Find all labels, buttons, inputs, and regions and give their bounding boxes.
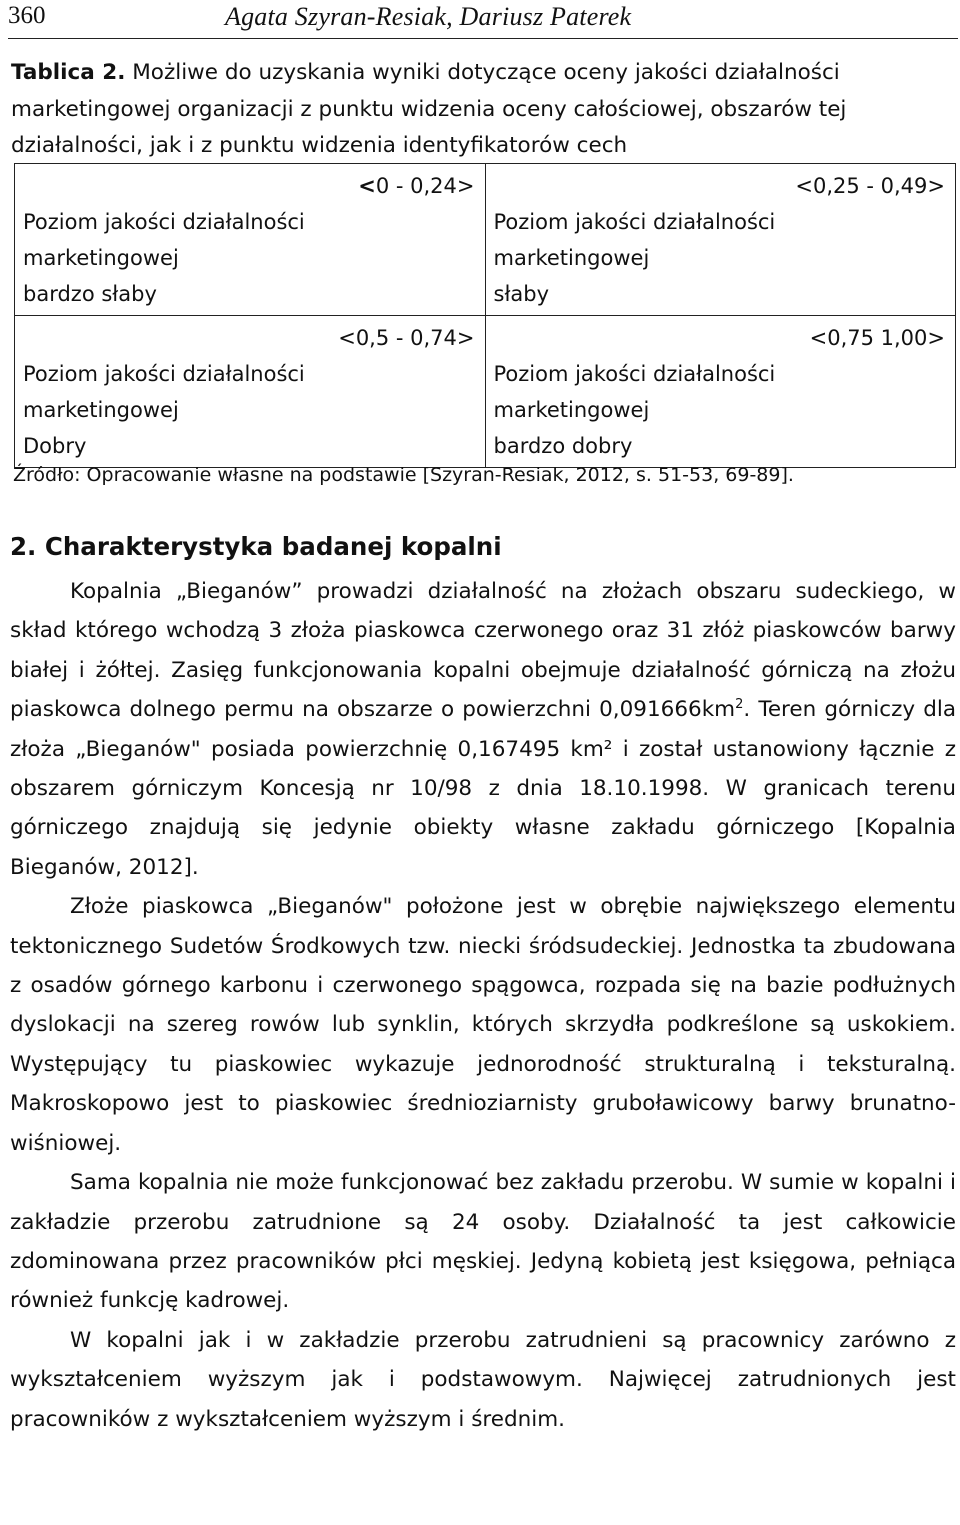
paragraph: W kopalni jak i w zakładzie przerobu zatrudnieni są pracownicy zarówno z wykształceniem wyższym jak i podstawowym. Najwięcej zatrudnionych jest pracowników z wykształceniem wyższym i średnim. [10, 1327, 956, 1432]
range-label: <0,25 - 0,49> [795, 174, 945, 198]
page-header [8, 0, 958, 39]
range-label: <0,75 1,00> [809, 326, 945, 350]
cell-line: marketingowej [493, 398, 650, 422]
cell-line: marketingowej [493, 246, 650, 270]
table-caption-label: Tablica 2. [11, 60, 126, 85]
page-number: 360 [8, 2, 46, 29]
running-head-authors: Agata Szyran-Resiak, Dariusz Paterek [225, 2, 632, 31]
cell-line: marketingowej [23, 246, 179, 270]
table-source-note: Źródło: Opracowanie własne na podstawie [Szyran-Resiak, 2012, s. 51-53, 69-89]. [13, 464, 794, 486]
cell-line: marketingowej [23, 398, 179, 422]
quality-level-text: bardzo słaby [23, 282, 157, 306]
paragraph: Sama kopalnia nie może funkcjonować bez zakładu przerobu. W sumie w kopalni i zakładzie przerobu zatrudnione są 24 osoby. Działalność ta jest całkowicie zdominowana przez pracowników płci męskiej. Jedyną kobietą jest księgowa, pełniąca również funkcję kadrowej. [10, 1170, 956, 1314]
section-body [10, 572, 956, 1439]
cell-line: Poziom jakości działalności [493, 210, 776, 234]
paragraph-text: . Teren górniczy dla złoża „Bieganów" posiada powierzchnię 0,167495 km² i został ustanowiony łącznie z obszarem górniczym Koncesją nr 10/98 z dnia 18.10.1998. W granicach terenu górniczego znajdują się jedynie obiekty własne zakładu górniczego [Kopalnia Bieganów, 2012]. [10, 697, 956, 880]
section-heading: 2. Charakterystyka badanej kopalni [10, 532, 502, 561]
quality-level-text: Dobry [23, 434, 87, 458]
table-row [15, 164, 956, 316]
table-caption-text: Możliwe do uzyskania wyniki dotyczące oceny jakości działalności marketingowej organizacji z punktu widzenia oceny całościowej, obszarów tej działalności, jak i z punktu widzenia identyfikatorów cech [11, 60, 847, 158]
table-cell-good [15, 316, 486, 468]
quality-levels-table [14, 163, 956, 468]
paragraph [10, 572, 956, 887]
table-cell-very-good [485, 316, 956, 468]
paragraph: Złoże piaskowca „Bieganów" położone jest w obrębie największego elementu tektonicznego Sudetów Środkowych tzw. niecki śródsudeckiej. Jednostka ta zbudowana z osadów górnego karbonu i czerwonego spągowca, rozpada się na bazie podłużnych dyslokacji na szereg rowów lub synklin, których skrzydła podkreślone są uskokiem. Występujący tu piaskowiec wykazuje jednorodność strukturalną i teksturalną. Makroskopowo jest to piaskowiec średnioziarnisty gruboławicowy barwy brunatno-wiśniowej. [10, 894, 956, 1156]
quality-level-text: bardzo dobry [493, 434, 633, 458]
table-caption [11, 55, 956, 165]
quality-level-text: słaby [493, 282, 550, 306]
cell-line: Poziom jakości działalności [23, 210, 305, 234]
table-cell-weak [485, 164, 956, 316]
paragraph-text: Kopalnia „Bieganów” prowadzi działalność na złożach obszaru sudeckiego, w skład którego wchodzą 3 złoża piaskowca czerwonego oraz 31 złóż piaskowców barwy białej i żółtej. Zasięg funkcjonowania kopalni obejmuje działalność górniczą na złożu piaskowca dolnego permu na obszarze o powierzchni 0,091666km [10, 579, 956, 723]
cell-line: Poziom jakości działalności [493, 362, 776, 386]
cell-line: Poziom jakości działalności [23, 362, 305, 386]
table-row [15, 316, 956, 468]
range-label: <0 - 0,24> [358, 174, 475, 198]
range-label: <0,5 - 0,74> [338, 326, 475, 350]
table-cell-very-weak [15, 164, 486, 316]
superscript: 2 [735, 697, 744, 713]
